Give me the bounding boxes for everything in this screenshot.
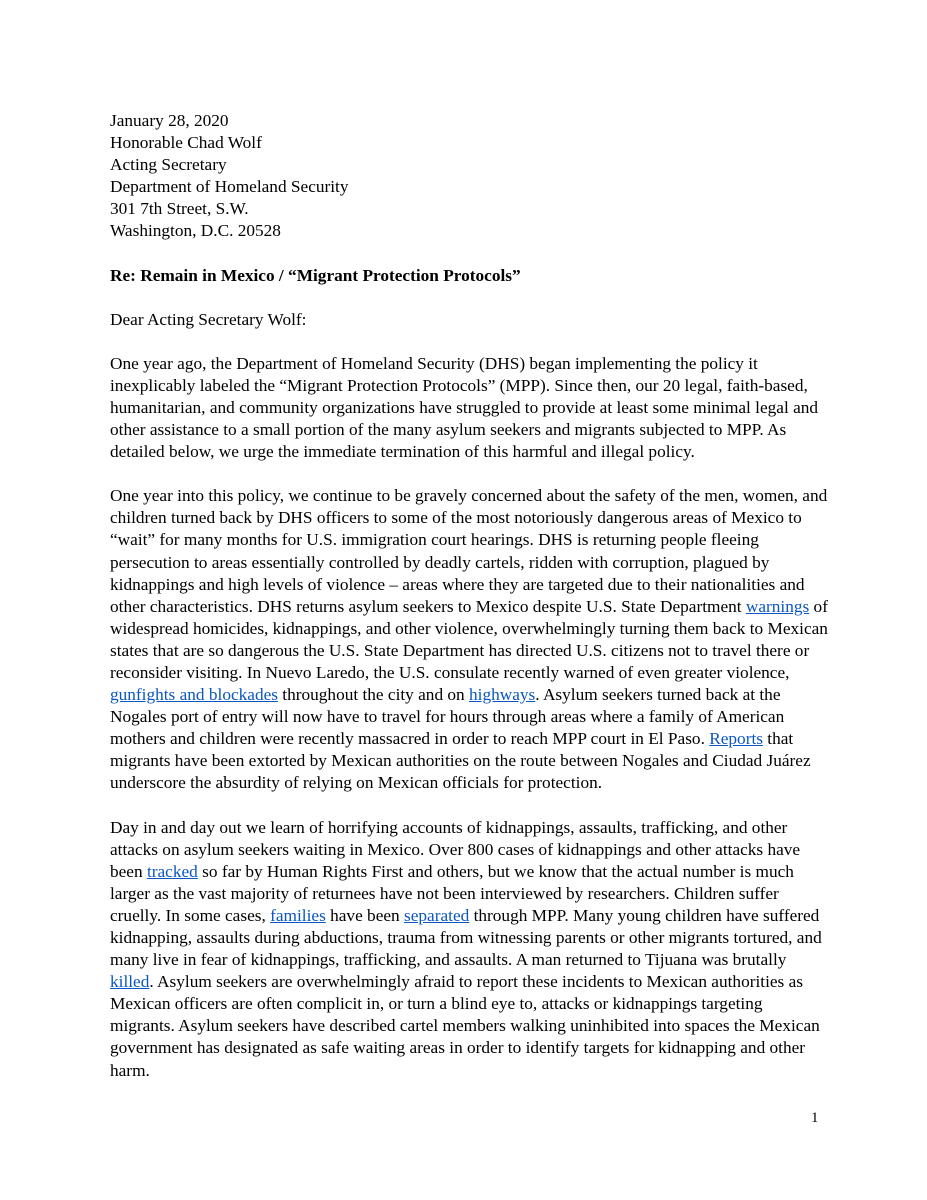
address-block	[110, 110, 830, 243]
recipient-title: Acting Secretary	[110, 155, 227, 175]
p2-text-2: of widespread homicides, kidnappings, and other violence, overwhelmingly turning them back to Mexican states that are so dangerous the U.S. State Department has directed U.S. citizens not to travel there or reconsider visiting. In Nuevo Laredo, the U.S. consulate recently warned of even greater violence,	[110, 596, 828, 682]
recipient-department: Department of Homeland Security	[110, 177, 349, 197]
p2-text-1: One year into this policy, we continue to be gravely concerned about the safety of the men, women, and children turned back by DHS officers to some of the most notoriously dangerous areas of Mexico to “wait” for many months for U.S. immigration court hearings. DHS is returning people fleeing persecution to areas essentially controlled by deadly cartels, ridden with corruption, plagued by kidnappings and high levels of violence – areas where they are targeted due to their nationalities and other characteristics. DHS returns asylum seekers to Mexico despite U.S. State Department	[110, 486, 828, 616]
p3-text-3: have been	[325, 905, 405, 925]
p2-text-4: . Asylum seekers turned back at the Nogales port of entry will now have to travel for hours through areas where a family of American mothers and children were recently massacred in order to reach MPP court in El Paso.	[110, 685, 785, 749]
recipient-name: Honorable Chad Wolf	[110, 133, 262, 153]
link-families[interactable]: families	[270, 905, 326, 925]
paragraph-1: One year ago, the Department of Homeland Security (DHS) began implementing the policy it inexplicably labeled the “Migrant Protection Protocols” (MPP). Since then, our 20 legal, faith-based, humanitarian, and community organizations have struggled to provide at least some minimal legal and other assistance to a small portion of the many asylum seekers and migrants subjected to MPP. As detailed below, we urge the immediate termination of this harmful and illegal policy.	[110, 353, 819, 462]
recipient-city: Washington, D.C. 20528	[110, 221, 281, 241]
p3-text-2: so far by Human Rights First and others, but we know that the actual number is much larger as the vast majority of returnees have not been interviewed by researchers. Children suffer cruelly. In some cases,	[110, 861, 794, 925]
paragraph-3	[110, 817, 830, 1082]
p3-text-5: . Asylum seekers are overwhelmingly afraid to report these incidents to Mexican authorities as Mexican officers are often complicit in, or turn a blind eye to, attacks or kidnappings targeting migrants. Asylum seekers have described cartel members walking uninhibited into spaces the Mexican government has designated as safe waiting areas in order to identify targets for kidnapping and other harm.	[110, 972, 820, 1080]
p2-text-5: that migrants have been extorted by Mexican authorities on the route between Nogales and Ciudad Juárez underscore the absurdity of relying on Mexican officials for protection.	[110, 729, 811, 793]
link-gunfights-blockades[interactable]: gunfights and blockades	[110, 685, 278, 705]
p3-text-4: through MPP. Many young children have suffered kidnapping, assaults during abductions, trauma from witnessing parents or other migrants tortured, and many live in fear of kidnappings, trafficking, and assaults. A man returned to Tijuana was brutally	[110, 905, 822, 970]
salutation: Dear Acting Secretary Wolf:	[110, 309, 307, 329]
p3-text-1: Day in and day out we learn of horrifying accounts of kidnappings, assaults, trafficking, and other attacks on asylum seekers waiting in Mexico. Over 800 cases of kidnappings and other attacks have been	[110, 817, 801, 881]
recipient-street: 301 7th Street, S.W.	[110, 199, 249, 219]
letter-date: January 28, 2020	[110, 111, 229, 130]
link-killed[interactable]: killed	[110, 972, 150, 992]
link-tracked[interactable]: tracked	[146, 861, 198, 881]
link-highways[interactable]: highways	[469, 685, 536, 705]
paragraph-2	[110, 485, 830, 794]
page-number: 1	[811, 1110, 819, 1126]
link-reports[interactable]: Reports	[709, 729, 763, 749]
link-separated[interactable]: separated	[404, 905, 470, 925]
letter-body	[110, 110, 830, 1082]
link-warnings[interactable]: warnings	[745, 596, 810, 616]
p2-text-3: throughout the city and on	[277, 685, 470, 705]
subject-line: Re: Remain in Mexico / “Migrant Protection Protocols”	[110, 265, 521, 285]
